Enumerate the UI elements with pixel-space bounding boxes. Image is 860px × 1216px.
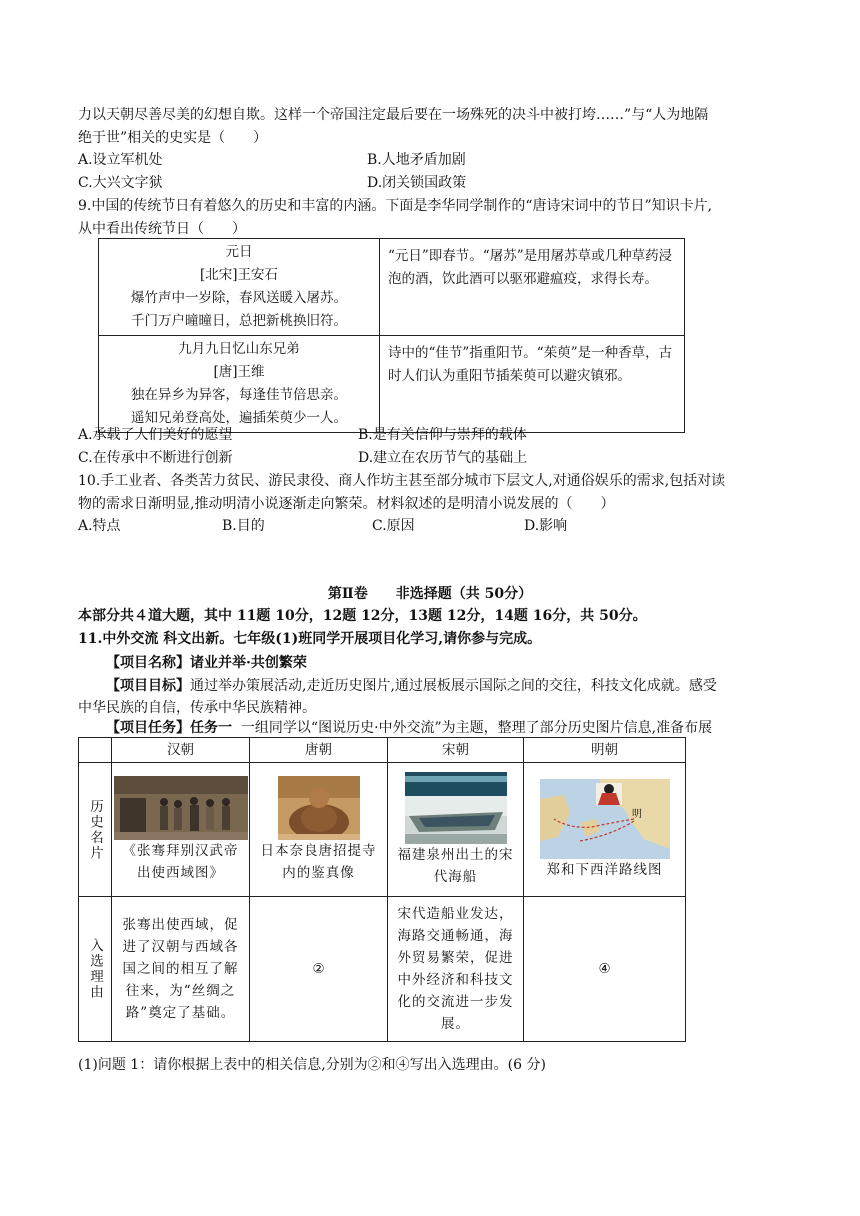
reason-ming-blank: ④	[524, 897, 686, 1042]
caption-han: 《张骞拜别汉武帝出使西域图》	[122, 842, 239, 881]
caption-song: 福建泉州出土的宋代海船	[397, 846, 514, 885]
q11-project-goal-line2: 中华民族的自信，传承中华民族精神。	[78, 700, 316, 716]
q10-option-b: B.目的	[222, 518, 265, 534]
header-ming: 明朝	[524, 738, 686, 763]
row-label-text: 入选理由	[87, 938, 103, 1000]
reason-song: 宋代造船业发达，海路交通畅通，海外贸易繁荣，促进中外经济和科技文化的交流进一步发展。	[388, 897, 524, 1042]
project-name-label: 【项目名称】	[106, 655, 190, 671]
project-task-name: 任务一	[190, 720, 232, 736]
q9-option-a: A.承载了人们美好的愿望	[78, 427, 233, 443]
q11-project-goal	[106, 675, 717, 697]
q8-option-c: C.大兴文字狱	[78, 175, 163, 191]
card-han	[112, 763, 250, 897]
q10-option-c: C.原因	[372, 518, 415, 534]
poem-yuanri	[99, 239, 380, 336]
q8-option-a: A.设立军机处	[78, 152, 163, 168]
project-goal-label: 【项目目标】	[106, 678, 190, 694]
q8-stem-line2: 绝于世”相关的史实是（ ）	[78, 130, 268, 146]
zheng-he-route-map-image	[540, 779, 670, 859]
exhibition-table	[78, 737, 686, 1042]
project-goal-text: 通过举办策展活动,走近历史图片,通过展板展示国际之间的交往，科技文化成就。感受	[190, 678, 717, 694]
q9-stem-line2: 从中看出传统节日（ ）	[78, 221, 246, 237]
map-label: 明	[631, 808, 642, 820]
q11-project-task	[106, 717, 712, 739]
q8-option-d: D.闭关锁国政策	[367, 175, 467, 191]
zhang-qian-painting-image	[114, 776, 248, 840]
card-tang	[250, 763, 388, 897]
reason-han: 张骞出使西域，促进了汉朝与西域各国之间的相互了解往来，为“丝绸之路”奠定了基础。	[112, 897, 250, 1042]
header-han: 汉朝	[112, 738, 250, 763]
song-ship-image	[405, 772, 507, 844]
poem-note: 诗中的“佳节”指重阳节。“茱萸”是一种香草，古时人们认为重阳节插茱萸可以避灾镇邪。	[380, 336, 685, 433]
q10-option-a: A.特点	[78, 518, 121, 534]
reason-tang-blank: ②	[250, 897, 388, 1042]
part2-heading: 第Ⅱ卷 非选择题（共 50分）	[327, 586, 533, 602]
q9-option-d: D.建立在农历节气的基础上	[358, 450, 528, 466]
project-task-text: 一组同学以“图说历史·中外交流”为主题，整理了部分历史图片信息,准备布展	[240, 720, 713, 736]
q11-title: 11.中外交流 科文出新。七年级(1)班同学开展项目化学习,请你参与完成。	[78, 631, 542, 647]
part2-intro: 本部分共４道大题，其中 11题 10分，12题 12分，13题 12分，14题 16分，共 50分。	[78, 608, 647, 624]
poem-line: 千门万户曈曈日，总把新桃换旧符。	[131, 313, 347, 329]
project-task-label: 【项目任务】	[106, 720, 190, 736]
poem-author: [北宋]王安石	[199, 267, 279, 283]
poem-title: 九月九日忆山东兄弟	[178, 341, 300, 357]
header-song: 宋朝	[388, 738, 524, 763]
poem-title: 元日	[225, 244, 253, 260]
q11-project-name	[106, 652, 307, 674]
q9-stem-line1: 9.中国的传统节日有着悠久的历史和丰富的内涵。下面是李华同学制作的“唐诗宋词中的节日”知识卡片,	[78, 198, 713, 214]
jianzhen-statue-image	[278, 776, 360, 840]
card-ming	[524, 763, 686, 897]
row-label-reason	[79, 897, 112, 1042]
poem-line: 爆竹声中一岁除，春风送暖入屠苏。	[131, 290, 347, 306]
q10-stem-line1: 10.手工业者、各类苦力贫民、游民隶役、商人作坊主甚至部分城市下层文人,对通俗娱乐的需求,包括对读	[78, 473, 726, 489]
poem-author: [唐]王维	[213, 364, 265, 380]
table-corner	[79, 738, 112, 763]
project-name-value: 诸业并举·共创繁荣	[190, 655, 307, 671]
q11-question1: (1)问题 1：请你根据上表中的相关信息,分别为②和④写出入选理由。(6 分)	[78, 1057, 546, 1073]
q9-option-c: C.在传承中不断进行创新	[78, 450, 233, 466]
q10-option-d: D.影响	[524, 518, 568, 534]
q9-option-b: B.是有关信仰与崇拜的载体	[358, 427, 527, 443]
q10-stem-line2: 物的需求日渐明显,推动明清小说逐渐走向繁荣。材料叙述的是明清小说发展的（ ）	[78, 496, 615, 512]
card-song	[388, 763, 524, 897]
row-label-history-card	[79, 763, 112, 897]
caption-ming: 郑和下西洋路线图	[546, 861, 663, 878]
q9-knowledge-card	[98, 238, 685, 433]
poem-line: 独在异乡为异客，每逢佳节倍思亲。	[131, 387, 347, 403]
caption-tang: 日本奈良唐招提寺内的鉴真像	[260, 842, 377, 881]
poem-line: 遥知兄弟登高处，遍插茱萸少一人。	[131, 410, 347, 426]
poem-note: “元日”即春节。“屠苏”是用屠苏草或几种草药浸泡的酒，饮此酒可以驱邪避瘟疫，求得长寿。	[380, 239, 685, 336]
q8-option-b: B.人地矛盾加剧	[367, 152, 466, 168]
q8-stem-line1: 力以天朝尽善尽美的幻想自欺。这样一个帝国注定最后要在一场殊死的决斗中被打垮……”与“人为地隔	[78, 107, 709, 123]
poem-chongyang	[99, 336, 380, 433]
row-label-text: 历史名片	[87, 798, 103, 861]
header-tang: 唐朝	[250, 738, 388, 763]
